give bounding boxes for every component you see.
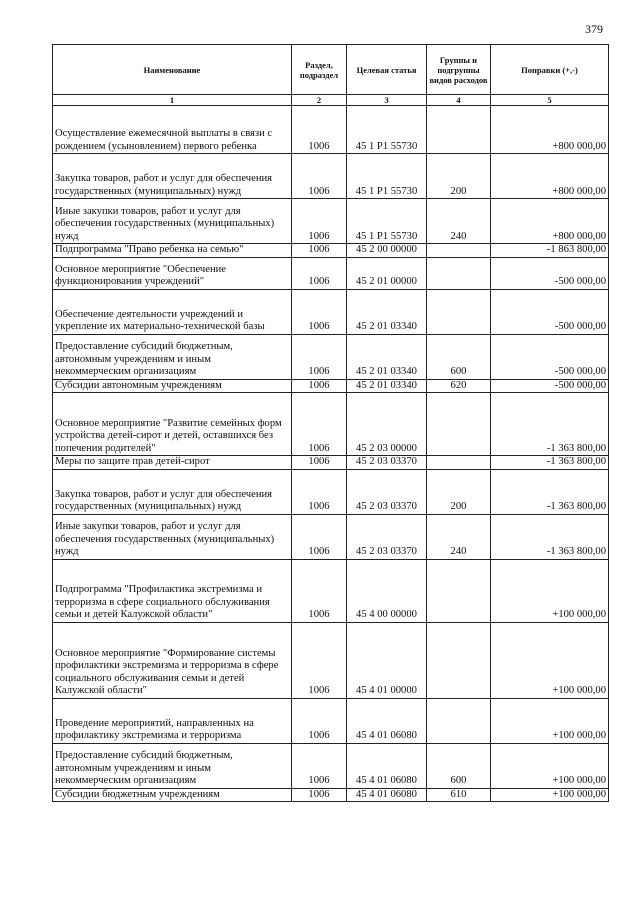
header-name: Наименование (53, 45, 292, 95)
row-section: 1006 (292, 622, 347, 698)
column-number-row (53, 95, 609, 106)
row-article: 45 2 03 03370 (347, 456, 427, 470)
header-section: Раздел, подраздел (292, 45, 347, 95)
row-amount: -1 363 800,00 (491, 393, 609, 456)
row-amount: +100 000,00 (491, 559, 609, 622)
column-number: 2 (292, 95, 347, 106)
row-name: Основное мероприятие "Развитие семейных форм устройства детей-сирот и детей, оставшихся без попечения родителей" (53, 393, 292, 456)
row-name: Основное мероприятие "Обеспечение функционирования учреждений" (53, 257, 292, 289)
row-article: 45 1 P1 55730 (347, 199, 427, 244)
row-amount: -1 863 800,00 (491, 244, 609, 258)
column-number: 4 (427, 95, 491, 106)
row-name: Меры по защите прав детей-сирот (53, 456, 292, 470)
row-group (427, 559, 491, 622)
row-amount: -500 000,00 (491, 257, 609, 289)
row-amount: +800 000,00 (491, 106, 609, 154)
header-article: Целевая статья (347, 45, 427, 95)
row-article: 45 2 03 03370 (347, 514, 427, 559)
column-number: 5 (491, 95, 609, 106)
row-amount: +100 000,00 (491, 698, 609, 743)
row-amount: -500 000,00 (491, 334, 609, 379)
row-article: 45 2 00 00000 (347, 244, 427, 258)
row-section: 1006 (292, 743, 347, 788)
table-row (53, 199, 609, 244)
table-row (53, 334, 609, 379)
row-group: 240 (427, 514, 491, 559)
table-row (53, 257, 609, 289)
row-amount: -1 363 800,00 (491, 469, 609, 514)
row-name: Закупка товаров, работ и услуг для обеспечения государственных (муниципальных) нужд (53, 469, 292, 514)
row-name: Субсидии автономным учреждениям (53, 379, 292, 393)
table-row (53, 154, 609, 199)
row-section: 1006 (292, 456, 347, 470)
row-section: 1006 (292, 393, 347, 456)
row-group: 600 (427, 334, 491, 379)
row-article: 45 2 01 03340 (347, 379, 427, 393)
table-row (53, 514, 609, 559)
row-name: Подпрограмма "Право ребенка на семью" (53, 244, 292, 258)
row-article: 45 2 03 00000 (347, 393, 427, 456)
row-amount: +800 000,00 (491, 154, 609, 199)
row-article: 45 2 03 03370 (347, 469, 427, 514)
table-row (53, 743, 609, 788)
column-number: 3 (347, 95, 427, 106)
header-group: Группы и подгруппы видов расходов (427, 45, 491, 95)
row-amount: -500 000,00 (491, 289, 609, 334)
row-group (427, 106, 491, 154)
row-section: 1006 (292, 334, 347, 379)
row-group: 240 (427, 199, 491, 244)
row-article: 45 1 P1 55730 (347, 154, 427, 199)
row-group (427, 456, 491, 470)
row-section: 1006 (292, 154, 347, 199)
row-group (427, 393, 491, 456)
row-amount: -1 363 800,00 (491, 456, 609, 470)
table-row (53, 379, 609, 393)
row-group (427, 289, 491, 334)
row-name: Подпрограмма "Профилактика экстремизма и терроризма в сфере социального обслуживания семьи и детей Калужской области" (53, 559, 292, 622)
table-row (53, 393, 609, 456)
row-name: Обеспечение деятельности учреждений и укрепление их материально-технической базы (53, 289, 292, 334)
header-row (53, 45, 609, 95)
row-section: 1006 (292, 559, 347, 622)
table-row (53, 698, 609, 743)
row-name: Предоставление субсидий бюджетным, автономным учреждениям и иным некоммерческим организациям (53, 743, 292, 788)
row-name: Субсидии бюджетным учреждениям (53, 788, 292, 802)
budget-amendments-table (52, 44, 609, 802)
table-row (53, 106, 609, 154)
row-amount: +800 000,00 (491, 199, 609, 244)
row-section: 1006 (292, 244, 347, 258)
row-name: Осуществление ежемесячной выплаты в связи с рождением (усыновлением) первого ребенка (53, 106, 292, 154)
row-group (427, 698, 491, 743)
row-article: 45 2 01 00000 (347, 257, 427, 289)
page-number: 379 (585, 22, 603, 36)
row-group (427, 257, 491, 289)
row-amount: +100 000,00 (491, 622, 609, 698)
row-article: 45 4 01 06080 (347, 698, 427, 743)
row-section: 1006 (292, 514, 347, 559)
row-section: 1006 (292, 788, 347, 802)
table-row (53, 244, 609, 258)
row-section: 1006 (292, 199, 347, 244)
row-group: 200 (427, 154, 491, 199)
row-name: Предоставление субсидий бюджетным, автономным учреждениям и иным некоммерческим организациям (53, 334, 292, 379)
row-name: Основное мероприятие "Формирование системы профилактики экстремизма и терроризма в сфере социального обслуживания семьи и детей Калужской области" (53, 622, 292, 698)
row-group (427, 244, 491, 258)
row-article: 45 1 P1 55730 (347, 106, 427, 154)
row-group: 620 (427, 379, 491, 393)
row-article: 45 4 01 06080 (347, 788, 427, 802)
table-row (53, 788, 609, 802)
row-article: 45 2 01 03340 (347, 334, 427, 379)
row-article: 45 4 01 00000 (347, 622, 427, 698)
row-name: Закупка товаров, работ и услуг для обеспечения государственных (муниципальных) нужд (53, 154, 292, 199)
row-section: 1006 (292, 698, 347, 743)
row-section: 1006 (292, 289, 347, 334)
table-body (53, 106, 609, 802)
row-group: 600 (427, 743, 491, 788)
table-row (53, 289, 609, 334)
row-amount: -1 363 800,00 (491, 514, 609, 559)
row-amount: +100 000,00 (491, 788, 609, 802)
table-row (53, 456, 609, 470)
row-section: 1006 (292, 257, 347, 289)
header-amend: Поправки (+,-) (491, 45, 609, 95)
row-name: Иные закупки товаров, работ и услуг для обеспечения государственных (муниципальных) нужд (53, 514, 292, 559)
row-section: 1006 (292, 379, 347, 393)
row-amount: +100 000,00 (491, 743, 609, 788)
row-group: 610 (427, 788, 491, 802)
row-article: 45 4 00 00000 (347, 559, 427, 622)
row-article: 45 2 01 03340 (347, 289, 427, 334)
row-amount: -500 000,00 (491, 379, 609, 393)
table-row (53, 469, 609, 514)
table-row (53, 622, 609, 698)
table-row (53, 559, 609, 622)
row-section: 1006 (292, 106, 347, 154)
row-article: 45 4 01 06080 (347, 743, 427, 788)
row-name: Проведение мероприятий, направленных на профилактику экстремизма и терроризма (53, 698, 292, 743)
row-section: 1006 (292, 469, 347, 514)
row-group: 200 (427, 469, 491, 514)
column-number: 1 (53, 95, 292, 106)
row-name: Иные закупки товаров, работ и услуг для обеспечения государственных (муниципальных) нужд (53, 199, 292, 244)
row-group (427, 622, 491, 698)
